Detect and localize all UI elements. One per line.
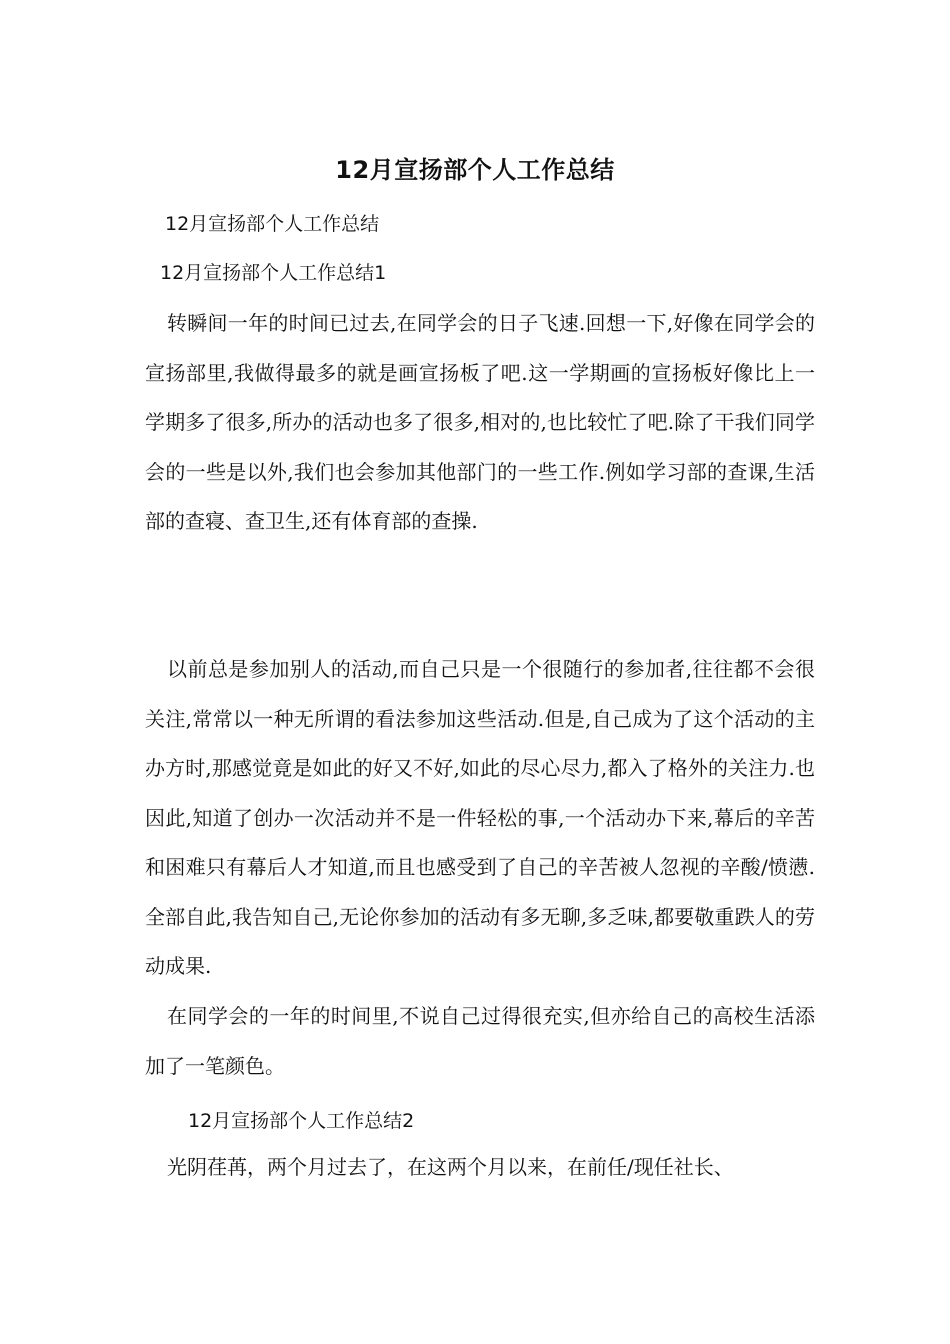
paragraph-1: 转瞬间一年的时间已过去,在同学会的日子飞速.回想一下,好像在同学会的宣扬部里,我做得最多的就是画宣扬板了吧.这一学期画的宣扬板好像比上一学期多了很多,所办的活动也多了很多,相对的,也比较忙了吧.除了干我们同学会的一些是以外,我们也会参加其他部门的一些工作.例如学习部的查课,生活部的查寝、查卫生,还有体育部的查操. (145, 311, 815, 533)
paragraph-3: 在同学会的一年的时间里,不说自己过得很充实,但亦给自己的高校生活添加了一笔颜色。 (145, 1004, 815, 1078)
document-subtitle: 12月宣扬部个人工作总结 (165, 213, 380, 235)
document-title: 12月宣扬部个人工作总结 (335, 156, 615, 184)
paragraph-2: 以前总是参加别人的活动,而自己只是一个很随行的参加者,往往都不会很关注,常常以一种无所谓的看法参加这些活动.但是,自己成为了这个活动的主办方时,那感觉竟是如此的好又不好,如此的尽心尽力,都入了格外的关注力.也因此,知道了创办一次活动并不是一件轻松的事,一个活动办下来,幕后的辛苦和困难只有幕后人才知道,而且也感受到了自己的辛苦被人忽视的辛酸/愤懑.全部自此,我告知自己,无论你参加的活动有多无聊,多乏味,都要敬重跌人的劳动成果. (145, 657, 815, 978)
section-1-heading: 12月宣扬部个人工作总结1 (160, 262, 387, 284)
section-2-heading: 12月宣扬部个人工作总结2 (188, 1110, 415, 1132)
paragraph-4: 光阴荏苒，两个月过去了，在这两个月以来，在前任/现任社长、 (167, 1155, 734, 1179)
